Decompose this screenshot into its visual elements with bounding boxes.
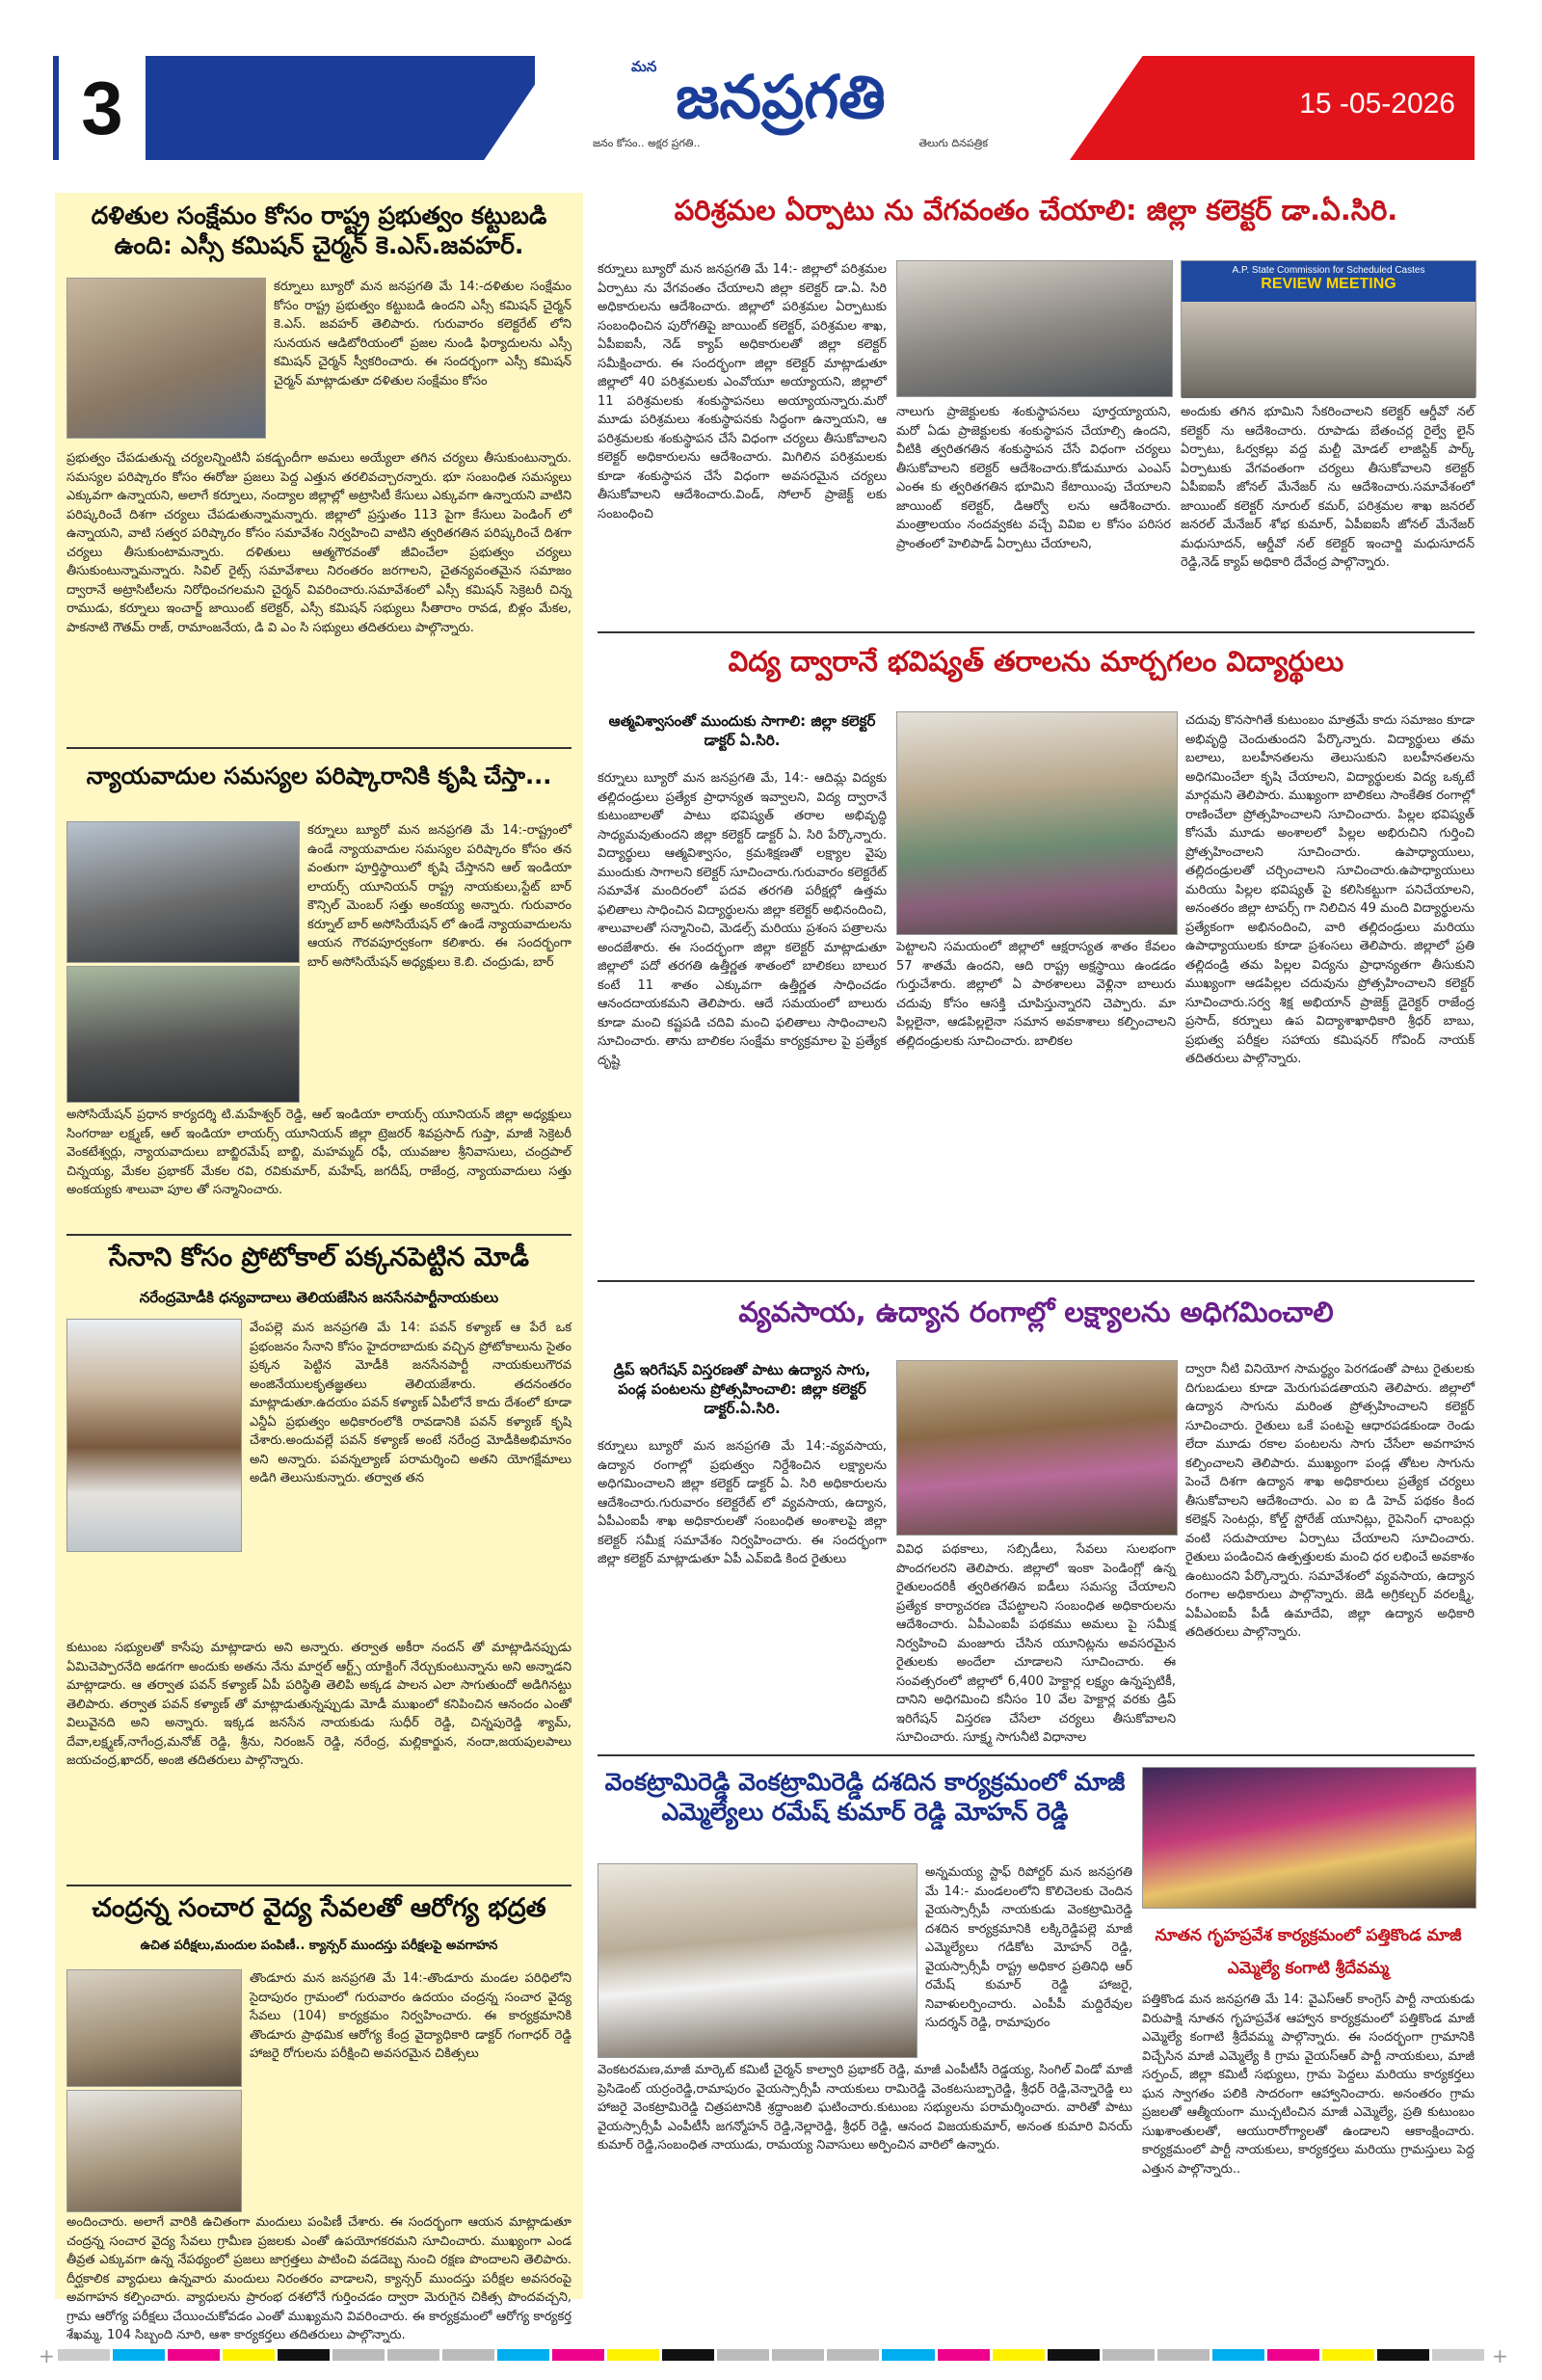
article-intro: కర్నూలు బ్యూరో మన జనప్రగతి మే 14:-రాష్ట్రంలో ఉండే న్యాయవాదుల సమస్యల పరిష్కారం కోసం తన వంతుగా పూర్తిస్థాయిలో కృషి చేస్తానని ఆల్ ఇండియా లాయర్స్ యూనియన్ రాష్ట్ర నాయకులు,స్టేట్ బార్ కౌన్సిల్ మెంబర్ సత్తు అంకయ్య అన్నారు. గురువారం కర్నూల్ బార్ అసోసియేషన్ లో ఉండే న్యాయవాదులను ఆయన గౌరవపూర్వకంగా కలిశారు. ఈ సందర్భంగా బార్ అసోసియేషన్ అధ్యక్షులు కె.బి. చంద్రుడు, బార్ (307, 823, 572, 970)
article-lawyers (66, 762, 572, 1229)
masthead (53, 56, 1475, 160)
newspaper-logo[interactable] (535, 56, 1026, 160)
photo-banner-caption: A.P. State Commission for Scheduled Castes (1232, 265, 1425, 276)
article-intro: వేంపల్లె మన జనప్రగతి మే 14: పవన్ కళ్యాణ్ ఆ పేరే ఒక ప్రభంజనం సేనాని కోసం హైదరాబాదుకు వచ్చిన ప్రోటోకాలును సైతం ప్రక్కన పెట్టిన మోడీకి జనసేనపార్టీ నాయకులుగౌరవ అంజినేయులకృతజ్ఞతలు తెలియజేశారు. తదనంతరం మాట్లాడుతూ.ఉదయం పవన్ కళ్యాణ్ ఏపీలోనే కాదు దేశంలో కూడా ఎన్డీఏ ప్రభుత్వం అధికారంలోకి రావడానికి పవన్ కళ్యాణ్ కృషి చేశారు.అందువల్లే పవన్ కళ్యాణ్ అంటే నరేంద్ర మోడీకిఅభిమానం అని అన్నారు. పవన్నల్యాణ్ పరామర్శించి అతని యోగక్షేమాలు అడిగి తెలుసుకున్నారు. తర్వాత తన (250, 1321, 572, 1485)
article-photo (66, 2090, 242, 2212)
article-photo (66, 1319, 242, 1552)
article-photo (896, 711, 1178, 935)
article-intro: కర్నూలు బ్యూరో మన జనప్రగతి మే 14:-దళితుల సంక్షేమం కోసం రాష్ట్ర ప్రభుత్వం కట్టుబడి ఉందని ఎస్సీ కమిషన్ చైర్మన్ కె.ఎస్. జవహర్ తెలిపారు. గురువారం కలెక్టరేట్ లోని సునయన ఆడిటోరియంలో ప్రజల నుండి ఫిర్యాదులను ఎస్సీ కమిషన్ చైర్మన్ స్వీకరించారు. ఈ సందర్భంగా ఎస్సీ కమిషన్ చైర్మన్ మాట్లాడుతూ దళితుల సంక్షేమం కోసం (274, 280, 572, 388)
article-health (66, 1892, 572, 2342)
article-body: అసోసియేషన్ ప్రధాన కార్యదర్శి టి.మహేశ్వర్ రెడ్డి, ఆల్ ఇండియా లాయర్స్ యూనియన్ జిల్లా అధ్యక్షులు సింగరాజు లక్ష్మణ్, ఆల్ ఇండియా లాయర్స్ యూనియన్ జిల్లా ట్రెజరర్ శివప్రసాద్ గుప్తా, మాజీ సెక్రెటరీ వెంకటేశ్వర్లు, న్యాయవాదులు బాబ్జిరమేష్ బాబ్జి, మహమ్మద్ రఫీ, యువజుల శ్రీనివాసులు, చంద్రపాల్ చిన్నయ్య, మేకల ప్రభాకర్ మేకల రవి, రవికుమార్, మహేష్, జగదీష్, రాజేంద్ర, న్యాయవాదులు సత్తు అంకయ్యకు శాలువా పూల తో సన్మానించారు. (66, 1108, 572, 1197)
article-headline: న్యాయవాదుల సమస్యల పరిష్కారానికి కృషి చేస్తా... (86, 762, 552, 789)
article-column-3: ద్వారా నీటి వినియోగ సామర్థ్యం పెరగడంతో పాటు రైతులకు దిగుబడులు కూడా మెరుగుపడతాయని తెలిపారు. జిల్లాలో ఉద్యాన సాగును మరింత ప్రోత్సహించాలని కలెక్టర్ సూచించారు. రైతులు ఒకే పంటపై ఆధారపడకుండా రెండు లేదా మూడు రకాల పంటలను సాగు చేసేలా అవగాహన కల్పించాలని తెలిపారు. ముఖ్యంగా పండ్ల తోటల సాగును పెంచే దిశగా ఉద్యాన శాఖ అధికారులు ప్రత్యేక చర్యలు తీసుకోవాలని ఆదేశించారు. ఎం ఐ డి హెచ్ పథకం కింద కలెక్షన్ సెంటర్లు, కోల్డ్ స్టోరేజ్ యూనిట్లు, రైపెనింగ్ ఛాంబర్లు వంటి సదుపాయాల ఏర్పాటు చేయాలని సూచించారు. రైతులు పండించిన ఉత్పత్తులకు మంచి ధర లభించే అవకాశం ఉంటుందని పేర్కొన్నారు. సమావేశంలో వ్యవసాయ, ఉద్యాన రంగాల అధికారులు పాల్గొన్నారు. జెడి అగ్రికల్చర్ వరలక్ష్మి, ఏపీఎంఐపీ పీడీ ఉమాదేవి, జిల్లా ఉద్యాన అధికారి తదితరులు పాల్గొన్నారు. (1185, 1362, 1475, 1640)
meeting-photo (1181, 260, 1476, 397)
article-column-1: కర్నూలు బ్యూరో మన జనప్రగతి మే 14:- జిల్లాలో పరిశ్రమల ఏర్పాటు ను వేగవంతం చేయాలని జిల్లా కలెక్టర్ డా.ఏ. సిరి అధికారులను ఆదేశించారు. జిల్లాలో పరిశ్రమల ఏర్పాటుకు సంబంధించిన పురోగతిపై జాయింట్ కలెక్టర్, పరిశ్రమల శాఖ, ఏపీఐఐసీ, నెడ్ క్యాప్ అధికారులతో జిల్లా కలెక్టర్ సమీక్షించారు. ఈ సందర్భంగా జిల్లా కలెక్టర్ మాట్లాడుతూ జిల్లాలో 40 పరిశ్రమలకు ఎంవోయూ అయ్యాయని, జిల్లాలో 11 పరిశ్రమలకు శంకుస్థాపనలు అయ్యాయన్నారు.మరో మూడు పరిశ్రమలు శంకుస్థాపనకు సిద్ధంగా ఉన్నాయని, ఆ పరిశ్రమలకు శంకుస్థాపన చేసే విధంగా చర్యలు తీసుకోవాలని కలెక్టర్ అధికారులను ఆదేశించారు. మిగిలిన పరిశ్రమలకు కూడా శంకుస్థాపన చేసే విధంగా అవసరమైన చర్యలు తీసుకోవాలని ఆదేశించారు.విండ్, సోలార్ ప్రాజెక్ట్ లకు సంబంధించి (598, 262, 887, 521)
divider (598, 631, 1475, 633)
article-subheadline: డ్రిప్ ఇరిగేషన్ విస్తరణతో పాటు ఉద్యాన సాగు, పండ్ల పంటలను ప్రోత్సహించాలి: జిల్లా కలెక్టర్ డాక్టర్.ఏ.సిరి. (613, 1361, 871, 1417)
article-sc-commission (66, 201, 572, 735)
article-photo (1142, 1767, 1476, 1909)
article-subheadline: నరేంద్రమోడీకి ధన్యవాదాలు తెలియజేసిన జనసేనపార్టీనాయకులు (139, 1289, 499, 1306)
divider (598, 1280, 1475, 1282)
logo-subtitle: తెలుగు దినపత్రిక (918, 137, 988, 149)
article-body: ప్రభుత్వం చేపడుతున్న చర్యలన్నింటినీ పకడ్బందీగా అమలు అయ్యేలా తగిన చర్యలు తీసుకుంటున్నారు. సమస్యల పరిష్కారం కోసం ఈరోజు ప్రజలు పెద్ద ఎత్తున తరలివచ్చారన్నారు. భూ సంబంధిత సమస్యలు ఎక్కువగా ఉన్నాయని, అలాగే కర్నూలు, నంద్యాల జిల్లాల్లో అట్రాసిటీ కేసులు ఎక్కువగా ఉన్నాయని వాటిని పరిష్కరించే దిశగా చర్యలు చేపడుతున్నామన్నారు. జిల్లాలో ప్రస్తుతం 113 పైగా కేసులు పెండింగ్ లో ఉన్నాయని, వాటి సత్వర పరిష్కారం కోసం సమావేశం నిర్వహించి వాటిని త్వరితగతిన పరిష్కరించే దిశగా చర్యలు తీసుకుంటామన్నారు. దళితులు ఆత్మగౌరవంతో జీవించేలా ప్రభుత్వం చర్యలు తీసుకుంటున్నామన్నారు. సివిల్ రైట్స్ సమావేశాలు నిరంతరం జరగాలని, చైతన్యవంతమైన సమాజం ద్వారానే అట్రాసిటీలను నిరోధించగలమని చైర్మన్ వివరించారు.సమావేశంలో ఎస్సీ కమిషన్ సెక్రెటరీ చిన్న రాముడు, కర్నూలు ఇంచార్జ్ జాయింట్ కలెక్టర్, ఎస్సీ కమిషన్ సభ్యులు సీతారాం రావడ, బిళ్లం మేకల, పాకనాటి గౌతమ్ రాజ్, రామాంజనేయ, డి వి ఎం సి సభ్యులు తదితరులు పాల్గొన్నారు. (66, 451, 572, 635)
divider (598, 1754, 1475, 1756)
divider (66, 747, 572, 749)
article-column-3: అందుకు తగిన భూమిని సేకరించాలని కలెక్టర్ ఆర్డీవో నల్ కలెక్టర్ ను ఆదేశించారు. రూపాడు బేతంచర్ల రైల్వే లైన్ ఏర్పాటు, ఓర్వకల్లు వద్ద మల్టీ మోడల్ లాజిస్టిక్ పార్క్ ఏర్పాటుకు వేగవంతంగా చర్యలు తీసుకోవాలని కలెక్టర్ ఏపీఐఐసీ జోనల్ మేనేజర్ ను ఆదేశించారు.సమావేశంలో జాయింట్ కలెక్టర్ నూరుల్ కమర్, పరిశ్రమల శాఖ జనరల్ జనరల్ మేనేజర్ శోభ కుమార్, ఏపీఐఐసీ జోనల్ మేనేజర్ మధుసూదన్, ఆర్డీవో నల్ కలెక్టర్ ఇంచార్జి మధుసూదన్ రెడ్డి,నెడ్ క్యాప్ అధికారి దేవేంద్ర పాల్గొన్నారు. (1181, 405, 1475, 570)
issue-date: 15 -05-2026 (1299, 88, 1455, 120)
article-headline: పరిశ్రమల ఏర్పాటు ను వేగవంతం చేయాలి: జిల్లా కలెక్టర్ డా.ఏ.సిరి. (674, 194, 1398, 227)
article-photo (66, 821, 300, 963)
article-column-3: చదువు కొనసాగితే కుటుంబం మాత్రమే కాదు సమాజం కూడా అభివృద్ధి చెందుతుందని పేర్కొన్నారు. విద్యార్థులు తమ బలాలు, బలహీనతలను తెలుసుకుని బలహీనతలను అధిగమించేలా కృషి చేయాలని, విద్యార్థులకు విద్య ఒక్కటే మార్గమని తెలిపారు. ముఖ్యంగా బాలికలు సాంకేతిక రంగాల్లో రాణించేలా ప్రోత్సహించాలని సూచించారు. పిల్లల భవిష్యత్ కోసమే మూడు అంశాలలో పిల్లల అభిరుచిని గుర్తించి ప్రోత్సహించాలని సూచించారు. ఉపాధ్యాయులు, తల్లిదండ్రులతో చర్చించాలని సూచించారు.ఉపాధ్యాయులు మరియు పిల్లల భవిష్యత్ పై కలిసికట్టుగా పనిచేయాలని, అనంతరం జిల్లా టాపర్స్ గా నిలిచిన 49 మంది విద్యార్థులను ప్రత్యేకంగా అభినందించి, వారి తల్లిదండ్రులు మరియు ఉపాధ్యాయులకు కూడా ప్రశంసలు తెలిపారు. జిల్లాలో ప్రతి తల్లిదండ్రి తమ పిల్లల విద్యను ప్రాధాన్యతగా తీసుకుని ముఖ్యంగా ఆడపిల్లల చదువును ప్రోత్సహించాలని కలెక్టర్ సూచించారు.సర్వ శిక్ష అభియాన్ ప్రాజెక్ట్ డైరెక్టర్ రాజేంద్ర ప్రసాద్, కర్నూలు ఉప విద్యాశాఖాధికారి శ్రీధర్ బాబు, ప్రభుత్వ పరీక్షల సహాయ కమిషనర్ గోవింద్ నాయక్ తదితరులు పాల్గొన్నారు. (1185, 713, 1475, 1066)
photo-banner-title: REVIEW MEETING (1261, 276, 1396, 292)
left-column (55, 193, 583, 2342)
article-headline: వ్యవసాయ, ఉద్యాన రంగాల్లో లక్ష్యాలను అధిగమించాలి (738, 1296, 1334, 1328)
article-tribute (598, 1767, 1132, 2336)
article-column-2: వివిధ పథకాలు, సబ్సిడీలు, సేవలు సులభంగా పొందగలరని తెలిపారు. జిల్లాలో ఇంకా పెండింగ్లో ఉన్న రైతులందరికీ త్వరితగతిన ఐడీలు సమస్య చేయాలని ప్రత్యేక కార్యాచరణ చేపట్టాలని సంబంధిత అధికారులను ఆదేశించారు. ఏపీఎంఐపీ పథకము అమలు పై సమీక్ష నిర్వహించి మంజూరు చేసిన యూనిట్లను అవసరమైన రైతులకు అందేలా చూడాలని సూచించారు. ఈ సంవత్సరంలో జిల్లాలో 6,400 హెక్టార్ల లక్ష్యం ఉన్నప్పటికీ, దానిని అధిగమించి కనీసం 10 వేల హెక్టార్ల వరకు డ్రిప్ ఇరిగేషన్ విస్తరణ చేసేలా చర్యలు తీసుకోవాలని సూచించారు. సూక్ష్మ సాగునీటి విధానాల (896, 1542, 1176, 1745)
article-body: వెంకటరమణ,మాజీ మార్కెట్ కమిటీ చైర్మన్ కాల్వారి ప్రభాకర్ రెడ్డి, మాజీ ఎంపీటీసీ రెడ్డయ్య, సింగిల్ విండో మాజీ ప్రెసిడెంట్ యర్రంరెడ్డి,రామాపురం వైయస్సార్సీపీ నాయకులు రామిరెడ్డి వెంకటసుబ్బారెడ్డి, శ్రీధర్ రెడ్డి,వెన్నారెడ్డి లు హాజరై వెంకట్రామిరెడ్డి చిత్రపటానికి శ్రద్ధాంజలి ఘటించారు.కుటుంబ సభ్యులను పరామర్శించారు. వారితో పాటు వైయస్సార్సీపీ ఎంపీటీసీ జగన్మోహన్ రెడ్డి,నెల్లారెడ్డి, శ్రీధర్ రెడ్డి, ఆనంద విజయకుమార్, అనంత కుమారి వినయ్ కుమార్ రెడ్డి,సంబంధిత నాయుడు, రామయ్య నివాసులు అర్పించిన వారిలో ఉన్నారు. (598, 2063, 1132, 2153)
article-subheadline: ఉచిత పరీక్షలు,మందుల పంపిణీ.. క్యాన్సర్ ముందస్తు పరీక్షలపై అవగాహన (140, 1939, 498, 1953)
article-body: అందించారు. అలాగే వారికి ఉచితంగా మందులు పంపిణీ చేశారు. ఈ సందర్భంగా ఆయన మాట్లాడుతూ చంద్రన్న సంచార వైద్య సేవలు గ్రామీణ ప్రజలకు ఎంతో ఉపయోగకరమని సూచించారు. ముఖ్యంగా ఎండ తీవ్రత ఎక్కువగా ఉన్న నేపథ్యంలో ప్రజలు జాగ్రత్తలు పాటించి వడదెబ్బ నుంచి రక్షణ పొందాలని తెలిపారు. దీర్ఘకాలిక వ్యాధులు ఉన్నవారు మందులు నిరంతరం వాడాలని, క్యాన్సర్ ముందస్తు పరీక్షల అవసరంపై అవగాహన కల్పించారు. వ్యాధులను ప్రారంభ దశలోనే గుర్తించడం ద్వారా మెరుగైన చికిత్స పొందవచ్చని, గ్రామ ఆరోగ్య పరీక్షలు చేయించుకోవడం ఎంతో ముఖ్యమని వివరించారు. ఈ కార్యక్రమంలో ఆరోగ్య కార్యకర్త శేఖమ్మ, 104 సిబ్బంది నూరి, ఆశా కార్యకర్తలు తదితరులు పాల్గొన్నారు. (66, 2215, 572, 2342)
article-photo (66, 1969, 242, 2087)
article-janasena (66, 1242, 572, 1873)
article-photo (66, 966, 300, 1103)
logo-prefix: మన (631, 58, 657, 75)
article-headline: సేనాని కోసం ప్రోటోకాల్ పక్కనపెట్టిన మోడీ (109, 1243, 529, 1272)
article-photo (66, 278, 266, 439)
article-photo (896, 1360, 1178, 1536)
meeting-people (1182, 302, 1476, 398)
article-headline: దళితుల సంక్షేమం కోసం రాష్ట్ర ప్రభుత్వం కట్టుబడి ఉంది: ఎస్సీ కమిషన్ చైర్మన్ కె.ఎస్.జవహర్. (91, 201, 547, 260)
color-registration-bar (58, 2349, 1484, 2361)
divider (66, 1885, 572, 1886)
article-column-2: నాలుగు ప్రాజెక్టులకు శంకుస్థాపనలు పూర్తయ్యాయని, మరో ఏడు ప్రాజెక్టులకు శంకుస్థాపన చేయాల్సి ఉందని, వీటికి త్వరితగతిన శంకుస్థాపన చేసే విధంగా చర్యలు తీసుకోవాలని కలెక్టర్ ఆదేశించారు.కోడుమూరు ఎంఎస్ ఎంఈ కు త్వరితగతిన భూమిని కేటాయింపు చేయాలని జాయింట్ కలెక్టర్, డిఆర్వో లను ఆదేశించారు. మంత్రాలయం నందవ్వకట వచ్చే వివిఐ ల కోసం పరిసర ప్రాంతంలో హెలిపాడ్ ఏర్పాటు చేయాలని, (896, 405, 1171, 551)
registration-mark: + (39, 2344, 55, 2367)
article-headline: చంద్రన్న సంచార వైద్య సేవలతో ఆరోగ్య భద్రత (92, 1893, 546, 1923)
logo-title: జనప్రగతి (676, 62, 886, 132)
article-education (598, 644, 1475, 1270)
article-photo (896, 260, 1173, 397)
article-industries (598, 193, 1475, 622)
article-agriculture (598, 1295, 1475, 1748)
article-intro: తొండూరు మన జనప్రగతి మే 14:-తొండూరు మండల పరిధిలోని సైదాపురం గ్రామంలో గురువారం ఉదయం చంద్రన్న సంచార వైద్య సేవలు (104) కార్యక్రమం నిర్వహించారు. ఈ కార్యక్రమానికి తొండూరు ప్రాథమిక ఆరోగ్య కేంద్ర వైద్యాధికారి డాక్టర్ గంగాధర్ రెడ్డి హాజరై రోగులను పరీక్షించి అవసరమైన చికిత్సలు (250, 1971, 572, 2061)
registration-mark: + (1492, 2344, 1508, 2367)
article-headline: నూతన గృహప్రవేశ కార్యక్రమంలో పత్తికొండ మాజీ ఎమ్మెల్యే కంగాటి శ్రీదేవమ్మ (1155, 1926, 1462, 1978)
article-subheadline: ఆత్మవిశ్వాసంతో ముందుకు సాగాలి: జిల్లా కలెక్టర్ డాక్టర్ ఏ.సిరి. (608, 712, 876, 749)
article-headline: వెంకట్రామిరెడ్డి వెంకట్రామిరెడ్డి దశదిన కార్యక్రమంలో మాజీ ఎమ్మెల్యేలు రమేష్ కుమార్ రెడ్డి మోహన్ రెడ్డి (604, 1768, 1126, 1827)
divider (66, 1234, 572, 1236)
article-column-1: కర్నూలు బ్యూరో మన జనప్రగతి మే, 14:- ఆదిమ్ల విద్యకు తల్లిదండ్రులు ప్రత్యేక ప్రాధాన్యత ఇవ్వాలని, విద్య ద్వారానే కుటుంబాలతో పాటు భవిష్యత్ తరాల అభివృద్ధి సాధ్యమవుతుందని జిల్లా కలెక్టర్ డాక్టర్ ఏ. సిరి పేర్కొన్నారు. విద్యార్థులు ఆత్మవిశ్వాసం, క్రమశిక్షణతో లక్ష్యాల వైపు ముందుకు సాగాలని కలెక్టర్ సూచించారు.గురువారం కలెక్టరేట్ సమావేశ మందిరంలో పదవ తరగతి పరీక్షల్లో ఉత్తమ ఫలితాలు సాధించిన విద్యార్థులను జిల్లా కలెక్టర్ అభినందించి, శాలువాలతో సన్మానించి, మెడల్స్ మరియు ప్రశంస పత్రాలను అందజేశారు. ఈ సందర్భంగా జిల్లా కలెక్టర్ మాట్లాడుతూ జిల్లాలో పదో తరగతి ఉత్తీర్ణత శాతంలో బాలికలు బాలుర కంటే 11 శాతం ఎక్కువగా ఉత్తీర్ణత సాధించడం ఆనందదాయకమని తెలిపారు. ఆదే సమయంలో బాలురు కూడా మంచి కష్టపడి చదివి మంచి ఫలితాలు సాధించాలని సూచించారు. తాను బాలికల సంక్షేమ కార్యక్రమాల పై ప్రత్యేక దృష్టి (598, 771, 887, 1068)
page-number: 3 (59, 56, 146, 160)
article-photo (598, 1863, 917, 2058)
article-body: పత్తికొండ మన జనప్రగతి మే 14: వైఎస్ఆర్ కాంగ్రెస్ పార్టీ నాయకుడు విరుపాక్షి నూతన గృహప్రవేశ ఆహ్వాన కార్యక్రమంలో పత్తికొండ మాజీ ఎమ్మెల్యే కంగాటి శ్రీదేవమ్మ పాల్గొన్నారు. ఈ సందర్భంగా గ్రామానికి విచ్చేసిన మాజీ ఎమ్మెల్యే కి గ్రామ వైయస్ఆర్ పార్టీ నాయకులు, మాజీ సర్పంచ్, జిల్లా కమిటీ సభ్యులు, గ్రామ పెద్దలు మరియు కార్యకర్తలు ఘన స్వాగతం పలికి సాదరంగా ఆహ్వానించారు. అనంతరం గ్రామ ప్రజలతో ఆత్మీయంగా ముచ్చటించిన మాజీ ఎమ్మెల్యే, ప్రతి కుటుంబం సుఖశాంతులతో, ఆయురారోగ్యాలతో ఉండాలని ఆకాంక్షించారు. కార్యక్రమంలో పార్టీ నాయకులు, కార్యకర్తలు మరియు గ్రామస్తులు పెద్ద ఎత్తున పాల్గొన్నారు.. (1142, 1992, 1475, 2177)
article-column-2: పెట్టాలని సమయంలో జిల్లాలో ఆక్షరాస్యత శాతం కేవలం 57 శాతమే ఉందని, ఆది రాష్ట్ర అక్షస్థాయి ఉండడం గుర్తుచేశారు. జిల్లాలో ఏ పాఠశాలలు వెళ్లినా బాలురు చదువు కోసం ఆసక్తి చూపిస్తున్నారని చెప్పారు. మా పిల్లలైనా, ఆడపిల్లలైనా సమాన అవకాశాలు కల్పించాలని తల్లిదండ్రులకు సూచించారు. బాలికల (896, 940, 1176, 1049)
article-column-1: కర్నూలు బ్యూరో మన జనప్రగతి మే 14:-వ్యవసాయ, ఉద్యాన రంగాల్లో ప్రభుత్వం నిర్దేశించిన లక్ష్యాలను అధిగమించాలని జిల్లా కలెక్టర్ డాక్టర్ ఏ. సిరి అధికారులను ఆదేశించారు.గురువారం కలెక్టరేట్ లో వ్యవసాయ, ఉద్యాన, ఏపీఎంఐపీ శాఖ అధికారులతో సంబంధిత అంశాలపై జిల్లా కలెక్టర్ సమీక్ష సమావేశం నిర్వహించారు. ఈ సందర్భంగా జిల్లా కలెక్టర్ మాట్లాడుతూ ఏపీ ఎవ్ఐడి కింద రైతులు (598, 1439, 887, 1566)
article-intro: అన్నమయ్య స్టాఫ్ రిపోర్టర్ మన జనప్రగతి మే 14:- మండలంలోని కొలిచెలకు చెందిన వైయస్సార్సీపీ నాయకుడు వెంకట్రామిరెడ్డి దశదిన కార్యక్రమానికి లక్కిరెడ్డిపల్లె మాజీ ఎమ్మెల్యేలు గడికోట మోహన్ రెడ్డి, వైయస్సార్సీపీ రాష్ట్ర అధికార ప్రతినిధి ఆర్ రమేష్ కుమార్ రెడ్డి హాజరై, నివాళులర్పించారు. ఎంపీపీ మద్దిరేవుల సుదర్శన్ రెడ్డి, రామాపురం (925, 1865, 1132, 2030)
logo-tagline: జనం కోసం.. అక్షర ప్రగతి.. (593, 137, 701, 149)
photo-banner (1182, 261, 1476, 302)
article-body: కుటుంబ సభ్యులతో కాసేపు మాట్లాడారు అని అన్నారు. తర్వాత అకీరా నందన్ తో మాట్లాడినప్పుడు ఏమిచెప్పారనేది అడగగా అందుకు అతను నేను మార్షల్ ఆర్ట్స్ యాక్టింగ్ నేర్చుకుంటున్నాను అని అన్నాడని మాట్లాడారు. ఆ తర్వాత పవన్ కళ్యాణ్ ఏపీ పరిస్థితి తెలిపి అక్కడ పాలన ఎలా సాగుతుందో అడిగినట్టు తెలిపారు. తర్వాత పవన్ కళ్యాణ్ తో మాట్లాడుతున్నప్పుడు మోడీ ముఖంలో కనిపించిన ఆనందం ఎంతో విలువైనది అని అన్నారు. ఇక్కడ జనసేన నాయకుడు సుధీర్ రెడ్డి, చిన్నపురెడ్డి శ్యామ్, దేవా,లక్ష్మణ్,నాగేంద్ర,మనోజ్ రెడ్డి, శ్రీను, నిరంజన్ రెడ్డి, నరేంద్ర, మల్లికార్జున, నందా,జయపులపాలు జయచంద్ర,ఖాదర్, అంజి తదితరులు పాల్గొన్నారు. (66, 1641, 572, 1768)
article-headline: విద్య ద్వారానే భవిష్యత్ తరాలను మార్చగలం విద్యార్థులు (728, 645, 1344, 678)
article-housewarming (1142, 1767, 1475, 2336)
